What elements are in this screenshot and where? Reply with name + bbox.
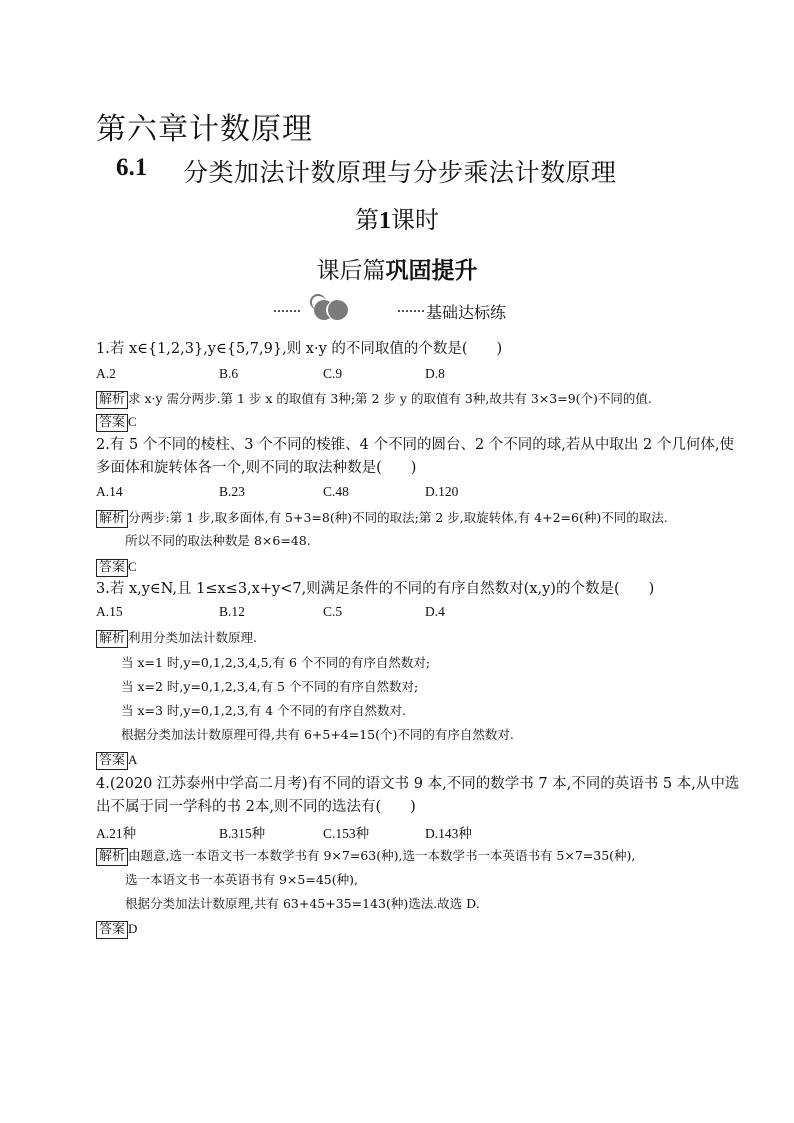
question-3-option-b: B.12 (219, 604, 245, 619)
question-3-option-d: D.4 (425, 604, 445, 619)
after-class-bold: 巩固提升 (385, 258, 478, 284)
section-title: 分类加法计数原理与分步乘法计数原理 (183, 158, 617, 187)
answer-tag: 答案 (96, 921, 128, 939)
question-3-option-c: C.5 (323, 604, 343, 619)
answer-value: D (128, 921, 138, 936)
analysis-line: 根据分类加法计数原理,共有 63+45+35=143(种)选法.故选 D. (125, 896, 480, 911)
analysis-line: 根据分类加法计数原理可得,共有 6+5+4=15(个)不同的有序自然数对. (121, 727, 514, 742)
analysis-line: 求 x·y 需分两步.第 1 步 x 的取值有 3种;第 2 步 y 的取值有 3种,故共有 3×3=9(个)不同的值. (128, 391, 652, 406)
lesson-suffix: 课时 (391, 206, 439, 234)
question-4-option-a: A.21种 (96, 826, 137, 841)
question-2-stem-line-1: 2.有 5 个不同的棱柱、3 个不同的棱锥、4 个不同的圆台、2 个不同的球,若从中取出 2 个几何体,使 (96, 437, 734, 453)
section-number: 6.1 (116, 154, 148, 181)
question-2-analysis (96, 507, 668, 528)
analysis-tag: 解析 (96, 630, 128, 648)
question-3-stem: 3.若 x,y∈N,且 1≤x≤3,x+y<7,则满足条件的不同的有序自然数对(x,y)的个数是( ) (96, 581, 655, 597)
question-2-option-b: B.23 (219, 484, 245, 499)
analysis-line: 当 x=2 时,y=0,1,2,3,4,有 5 个不同的有序自然数对; (121, 679, 419, 694)
question-4-option-b: B.315种 (219, 826, 266, 841)
lesson-prefix: 第 (355, 206, 379, 234)
answer-tag: 答案 (96, 752, 128, 770)
lesson-title (0, 200, 794, 235)
question-2-option-a: A.14 (96, 484, 123, 499)
dotted-line-left (274, 310, 300, 312)
section-divider (270, 298, 550, 324)
answer-value: C (128, 559, 137, 574)
question-4-option-d: D.143种 (425, 826, 472, 841)
question-4-analysis (96, 845, 635, 866)
question-2-option-c: C.48 (323, 484, 349, 499)
question-2-option-d: D.120 (425, 484, 459, 499)
question-3-analysis (96, 627, 257, 648)
answer-tag: 答案 (96, 414, 128, 432)
answer-tag: 答案 (96, 559, 128, 577)
analysis-line: 利用分类加法计数原理. (128, 630, 257, 645)
analysis-line: 所以不同的取法种数是 8×6=48. (125, 533, 311, 548)
dotted-line-right (398, 310, 424, 312)
analysis-line: 当 x=3 时,y=0,1,2,3,有 4 个不同的有序自然数对. (121, 703, 407, 718)
question-2-answer (96, 556, 137, 577)
question-1-stem: 1.若 x∈{1,2,3},y∈{5,7,9},则 x·y 的不同取值的个数是( ) (96, 341, 503, 357)
circles-badge-icon (310, 298, 350, 322)
question-1-option-b: B.6 (219, 366, 239, 381)
answer-value: A (128, 752, 138, 767)
after-class-prefix: 课后篇 (316, 258, 386, 284)
after-class-heading (0, 252, 794, 285)
analysis-line: 分两步:第 1 步,取多面体,有 5+3=8(种)不同的取法;第 2 步,取旋转体,有 4+2=6(种)不同的取法. (128, 510, 668, 525)
divider-label: 基础达标练 (426, 303, 507, 322)
analysis-line: 由题意,选一本语文书一本数学书有 9×7=63(种),选一本数学书一本英语书有 5×7=35(种), (128, 848, 636, 863)
question-4-option-c: C.153种 (323, 826, 370, 841)
question-4-stem-line-1: 4.(2020 江苏泰州中学高二月考)有不同的语文书 9 本,不同的数学书 7 本,不同的英语书 5 本,从中选 (96, 776, 740, 792)
analysis-line: 选一本语文书一本英语书有 9×5=45(种), (125, 872, 358, 887)
question-3-answer (96, 749, 137, 770)
chapter-title: 第六章计数原理 (96, 112, 313, 147)
question-1-option-c: C.9 (323, 366, 343, 381)
question-4-answer (96, 918, 137, 939)
analysis-tag: 解析 (96, 510, 128, 528)
question-1-option-a: A.2 (96, 366, 116, 381)
analysis-tag: 解析 (96, 848, 128, 866)
answer-value: C (128, 414, 137, 429)
question-1-analysis (96, 388, 652, 409)
question-1-answer (96, 411, 137, 432)
analysis-line: 当 x=1 时,y=0,1,2,3,4,5,有 6 个不同的有序自然数对; (121, 655, 431, 670)
analysis-tag: 解析 (96, 391, 128, 409)
question-1-option-d: D.8 (425, 366, 445, 381)
question-3-option-a: A.15 (96, 604, 123, 619)
question-2-stem-line-2: 多面体和旋转体各一个,则不同的取法种数是( ) (96, 460, 417, 476)
lesson-number: 1 (379, 208, 391, 234)
question-4-stem-line-2: 出不属于同一学科的书 2本,则不同的选法有( ) (96, 799, 416, 815)
